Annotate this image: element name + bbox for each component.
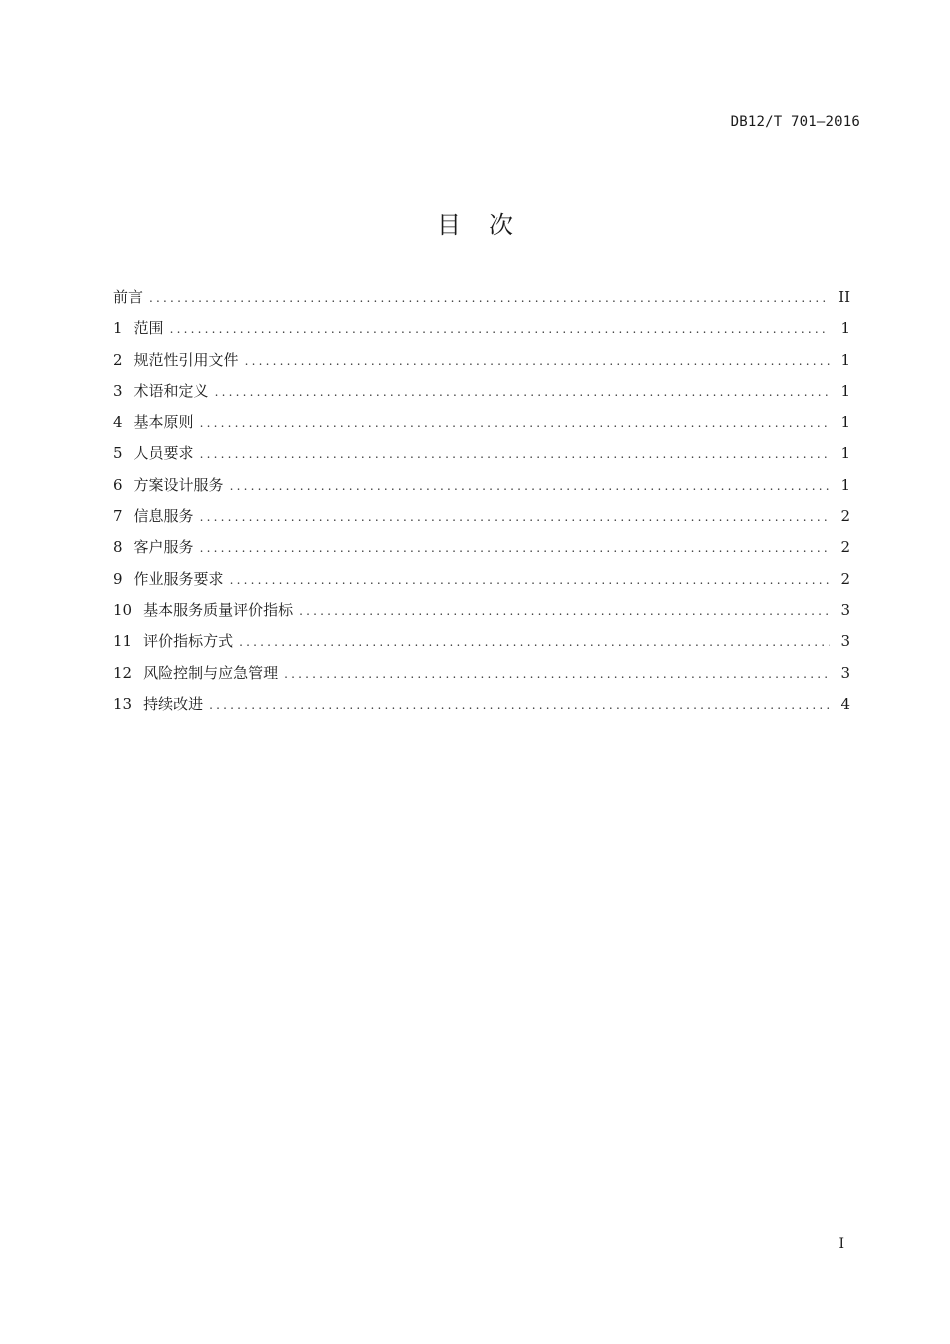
toc-entry-7[interactable] xyxy=(113,501,850,532)
toc-dot-leader xyxy=(239,627,830,658)
toc-entry-page: 1 xyxy=(840,319,850,338)
toc-entry-number: 2 xyxy=(113,350,123,369)
toc-entry-page: 3 xyxy=(840,600,850,619)
toc-entry-number: 13 xyxy=(113,694,133,713)
toc-entry-label: 基本服务质量评价指标 xyxy=(143,600,294,619)
toc-entry-6[interactable] xyxy=(113,470,850,501)
toc-entry-number: 7 xyxy=(113,507,123,526)
toc-entry-number: 5 xyxy=(113,444,123,463)
toc-entry-number: 8 xyxy=(113,538,123,557)
toc-dot-leader xyxy=(299,596,830,627)
toc-dot-leader xyxy=(284,659,830,690)
toc-entry-label: 基本原则 xyxy=(133,413,194,432)
toc-entry-8[interactable] xyxy=(113,532,850,563)
toc-entry-label: 信息服务 xyxy=(133,507,194,526)
toc-entry-foreword[interactable] xyxy=(113,282,850,313)
toc-dot-leader xyxy=(200,408,830,439)
toc-entry-label: 持续改进 xyxy=(143,694,204,713)
toc-dot-leader xyxy=(149,283,830,314)
toc-entry-label: 风险控制与应急管理 xyxy=(143,663,279,682)
toc-dot-leader xyxy=(200,439,830,470)
toc-entry-10[interactable] xyxy=(113,595,850,626)
toc-entry-1[interactable] xyxy=(113,313,850,344)
toc-entry-label: 人员要求 xyxy=(133,444,194,463)
toc-dot-leader xyxy=(170,314,830,345)
toc-entry-label: 范围 xyxy=(133,319,164,338)
toc-entry-number: 11 xyxy=(113,632,133,651)
toc-entry-label: 方案设计服务 xyxy=(133,475,224,494)
toc-entry-page: 1 xyxy=(840,413,850,432)
toc-entry-4[interactable] xyxy=(113,407,850,438)
toc-entry-page: 1 xyxy=(840,381,850,400)
toc-entry-page: 2 xyxy=(840,569,850,588)
toc-entry-label: 前言 xyxy=(113,288,144,306)
toc-entry-page: 2 xyxy=(840,538,850,557)
toc-entry-number: 12 xyxy=(113,663,133,682)
toc-entry-9[interactable] xyxy=(113,564,850,595)
toc-entry-11[interactable] xyxy=(113,626,850,657)
toc-entry-page: 1 xyxy=(840,444,850,463)
page-number: I xyxy=(838,1236,844,1252)
toc-entry-label: 作业服务要求 xyxy=(133,569,224,588)
toc-title: 目次 xyxy=(437,211,541,239)
toc-entry-page: 3 xyxy=(840,632,850,651)
toc-entry-page: 4 xyxy=(840,694,850,713)
toc-entry-3[interactable] xyxy=(113,376,850,407)
toc-entry-12[interactable] xyxy=(113,658,850,689)
toc-entry-page: 1 xyxy=(840,475,850,494)
toc-entry-number: 6 xyxy=(113,475,123,494)
toc-entry-label: 评价指标方式 xyxy=(143,632,234,651)
toc-entry-number: 3 xyxy=(113,381,123,400)
toc-dot-leader xyxy=(245,346,830,377)
toc-dot-leader xyxy=(230,565,830,596)
toc-dot-leader xyxy=(200,502,830,533)
toc-entry-2[interactable] xyxy=(113,345,850,376)
table-of-contents xyxy=(113,282,850,720)
toc-entry-label: 客户服务 xyxy=(133,538,194,557)
toc-entry-number: 10 xyxy=(113,600,133,619)
toc-entry-number: 4 xyxy=(113,413,123,432)
toc-dot-leader xyxy=(209,690,830,721)
toc-dot-leader xyxy=(200,533,830,564)
document-code: DB12/T 701—2016 xyxy=(730,114,860,130)
toc-entry-label: 术语和定义 xyxy=(133,381,209,400)
toc-entry-page: 2 xyxy=(840,507,850,526)
toc-dot-leader xyxy=(230,471,830,502)
toc-entry-number: 9 xyxy=(113,569,123,588)
toc-entry-5[interactable] xyxy=(113,438,850,469)
toc-entry-number: 1 xyxy=(113,319,123,338)
toc-entry-label: 规范性引用文件 xyxy=(133,350,239,369)
toc-entry-page: II xyxy=(838,288,850,306)
toc-dot-leader xyxy=(215,377,830,408)
toc-entry-page: 1 xyxy=(840,350,850,369)
toc-entry-page: 3 xyxy=(840,663,850,682)
toc-entry-13[interactable] xyxy=(113,689,850,720)
